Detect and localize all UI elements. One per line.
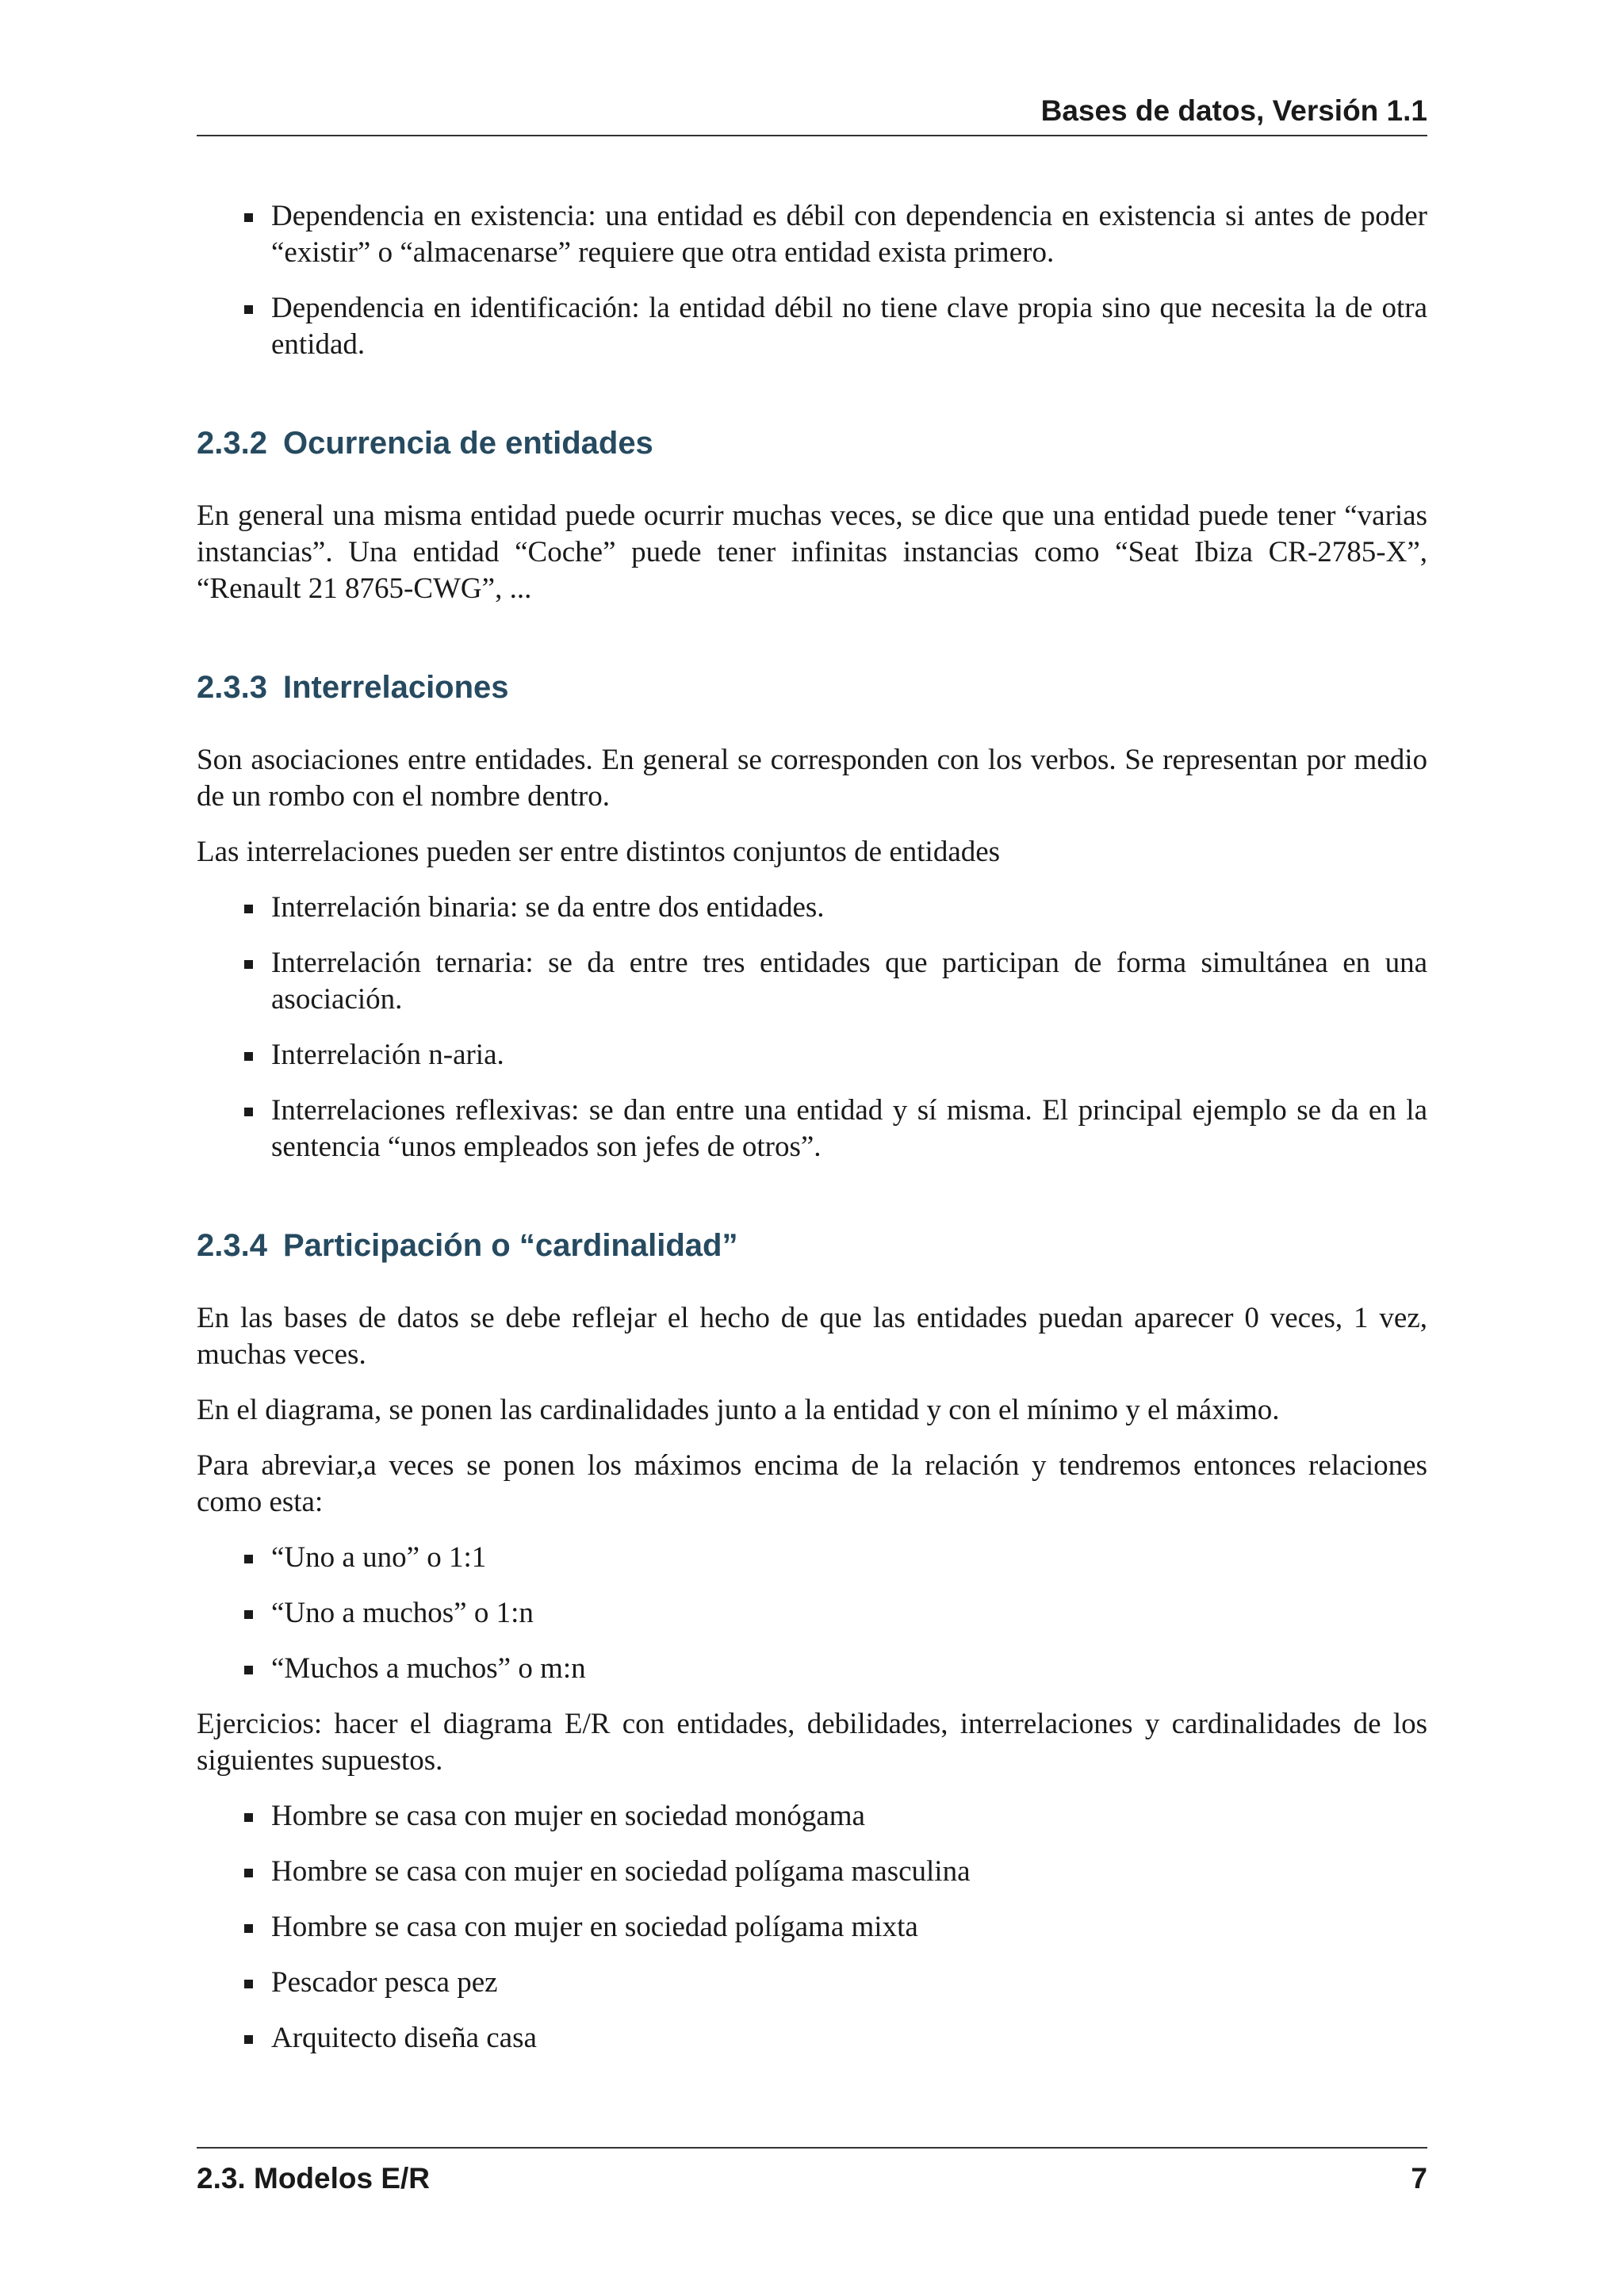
running-header: Bases de datos, Versión 1.1	[197, 89, 1427, 136]
list-item-text: Interrelación binaria: se da entre dos entidades.	[271, 891, 825, 924]
list-item	[197, 1540, 1427, 1576]
list-item	[197, 1798, 1427, 1835]
bullet-icon	[244, 960, 253, 969]
paragraph: Son asociaciones entre entidades. En general se corresponden con los verbos. Se representan por medio de un rombo con el nombre dentro.	[197, 744, 1427, 813]
paragraph: En las bases de datos se debe reflejar el hecho de que las entidades puedan aparecer 0 veces, 1 vez, muchas veces.	[197, 1302, 1427, 1371]
list-item-text: “Uno a uno” o 1:1	[271, 1541, 487, 1574]
document-page	[197, 0, 1427, 2296]
bullet-icon	[244, 1610, 253, 1619]
paragraph: Las interrelaciones pueden ser entre distintos conjuntos de entidades	[197, 836, 1001, 868]
list-item-text: Interrelación n-aria.	[271, 1039, 504, 1071]
section-number: 2.3.3	[197, 670, 267, 705]
section-heading-2-3-4	[197, 1226, 1427, 1265]
bullet-icon	[244, 1980, 253, 1988]
section-title: Interrelaciones	[282, 670, 509, 705]
list-item	[197, 2020, 1427, 2057]
section-title: Participación o “cardinalidad”	[282, 1228, 738, 1263]
list-item-text: Arquitecto diseña casa	[271, 2022, 537, 2054]
paragraph: Para abreviar,a veces se ponen los máximos encima de la relación y tendremos entonces relaciones como esta:	[197, 1449, 1427, 1518]
list-item-text: Hombre se casa con mujer en sociedad polígama masculina	[271, 1855, 971, 1888]
list-item	[197, 290, 1427, 363]
list-item-text: Interrelaciones reflexivas: se dan entre una entidad y sí misma. El principal ejemplo se da en la sentencia “unos empleados son jefes de otros”.	[271, 1094, 1427, 1163]
list-item	[197, 198, 1427, 271]
list-item	[197, 1595, 1427, 1632]
bullet-icon	[244, 905, 253, 913]
section-title: Ocurrencia de entidades	[282, 426, 653, 461]
bullet-icon	[244, 1869, 253, 1877]
dependency-list	[197, 198, 1427, 363]
bullet-icon	[244, 305, 253, 314]
cardinality-list	[197, 1540, 1427, 1687]
exercises-intro: Ejercicios: hacer el diagrama E/R con entidades, debilidades, interrelaciones y cardinalidades de los siguientes supuestos.	[197, 1708, 1427, 1777]
list-item	[197, 1093, 1427, 1165]
section-number: 2.3.4	[197, 1228, 267, 1263]
footer-section: 2.3. Modelos E/R	[197, 2162, 431, 2195]
page-footer	[197, 2147, 1427, 2195]
list-item-text: Dependencia en existencia: una entidad es débil con dependencia en existencia si antes de poder “existir” o “almacenarse” requiere que otra entidad exista primero.	[271, 200, 1427, 269]
paragraph: En general una misma entidad puede ocurrir muchas veces, se dice que una entidad puede tener “varias instancias”. Una entidad “Coche” puede tener infinitas instancias como “Seat Ibiza CR-2785-X”, “Renault 21 8765-CWG”, ...	[197, 499, 1427, 605]
paragraph: En el diagrama, se ponen las cardinalidades junto a la entidad y con el mínimo y el máximo.	[197, 1394, 1280, 1426]
list-item	[197, 1965, 1427, 2001]
list-item-text: Dependencia en identificación: la entidad débil no tiene clave propia sino que necesita la de otra entidad.	[271, 292, 1427, 361]
list-item-text: Hombre se casa con mujer en sociedad polígama mixta	[271, 1911, 918, 1943]
bullet-icon	[244, 1108, 253, 1116]
list-item-text: Hombre se casa con mujer en sociedad monógama	[271, 1800, 865, 1832]
exercises-list	[197, 1798, 1427, 2057]
interrelation-types-list	[197, 890, 1427, 1165]
list-item	[197, 890, 1427, 926]
bullet-icon	[244, 1052, 253, 1061]
bullet-icon	[244, 1924, 253, 1933]
list-item	[197, 1909, 1427, 1946]
bullet-icon	[244, 1555, 253, 1563]
bullet-icon	[244, 213, 253, 222]
list-item-text: “Uno a muchos” o 1:n	[271, 1597, 534, 1629]
page-number: 7	[1411, 2162, 1427, 2195]
section-heading-2-3-3	[197, 668, 1427, 707]
list-item-text: Interrelación ternaria: se da entre tres entidades que participan de forma simultánea en una asociación.	[271, 947, 1427, 1016]
bullet-icon	[244, 2035, 253, 2044]
list-item	[197, 945, 1427, 1018]
list-item	[197, 1037, 1427, 1073]
section-heading-2-3-2	[197, 423, 1427, 463]
list-item	[197, 1651, 1427, 1687]
page-body	[197, 198, 1427, 2076]
list-item-text: Pescador pesca pez	[271, 1966, 498, 1999]
bullet-icon	[244, 1666, 253, 1674]
list-item	[197, 1854, 1427, 1890]
bullet-icon	[244, 1813, 253, 1822]
list-item-text: “Muchos a muchos” o m:n	[271, 1652, 586, 1685]
section-number: 2.3.2	[197, 426, 267, 461]
